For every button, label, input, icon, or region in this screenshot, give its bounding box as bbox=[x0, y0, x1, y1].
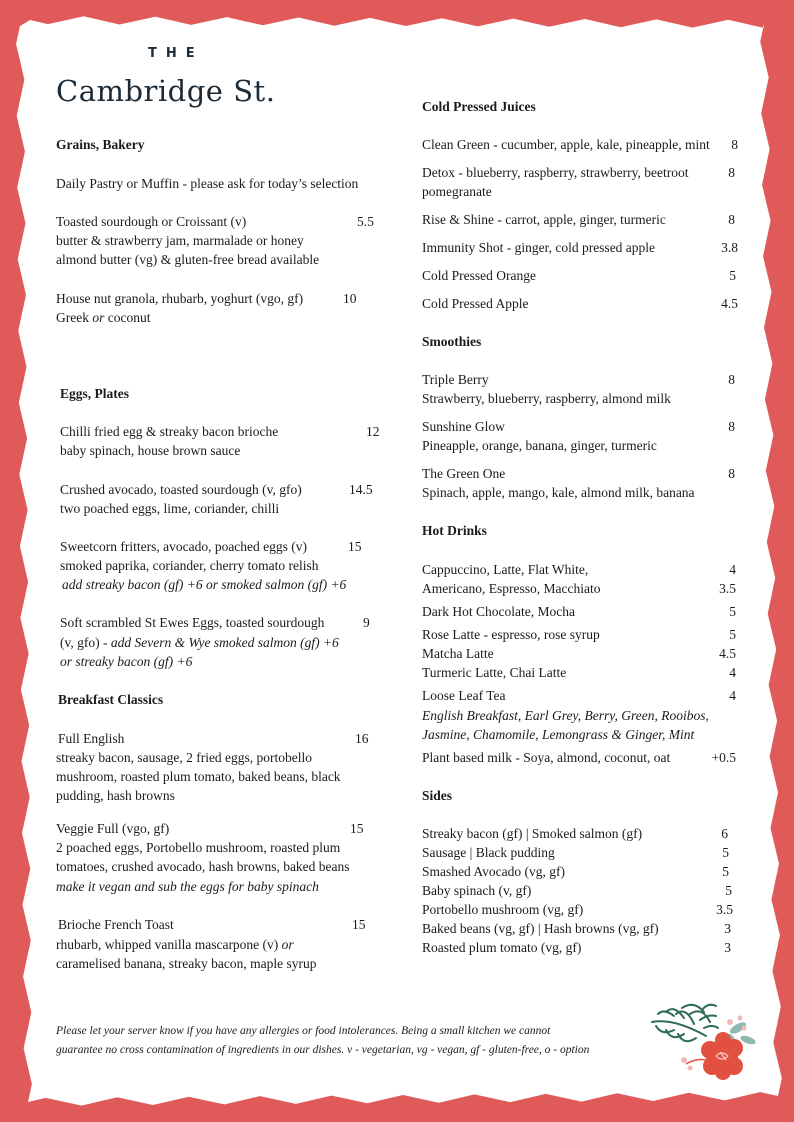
juice-row bbox=[422, 266, 736, 285]
french-toast-desc-1b: or bbox=[281, 937, 294, 952]
toast-desc-2: almond butter (vg) & gluten-free bread available bbox=[56, 252, 320, 267]
fritters-desc-2: add streaky bacon (gf) +6 or smoked salmon (gf) +6 bbox=[62, 577, 347, 592]
smoothie-row bbox=[422, 417, 735, 436]
hot-drink-name: Cappuccino, Latte, Flat White, bbox=[422, 562, 589, 577]
juice-name: Cold Pressed Apple bbox=[422, 296, 529, 311]
hot-drink-price: 5 bbox=[729, 604, 736, 619]
veggie-full-desc-3: make it vegan and sub the eggs for baby spinach bbox=[56, 879, 319, 894]
juice-name: Cold Pressed Orange bbox=[422, 268, 536, 283]
french-toast-desc-1 bbox=[56, 935, 294, 954]
scrambled-price: 9 bbox=[363, 615, 370, 630]
pastry-item: Daily Pastry or Muffin - please ask for today’s selection bbox=[56, 176, 359, 191]
juice-row bbox=[422, 210, 735, 229]
hot-drink-name: Loose Leaf Tea bbox=[422, 688, 506, 703]
smoothie-desc: Strawberry, blueberry, raspberry, almond milk bbox=[422, 391, 671, 406]
footer-line-2: guarantee no cross contamination of ingredients in our dishes. v - vegetarian, vg - vegan, gf - gluten-free, o - option bbox=[56, 1044, 590, 1056]
veggie-full-price: 15 bbox=[350, 821, 364, 836]
toast-desc-1: butter & strawberry jam, marmalade or honey bbox=[56, 233, 304, 248]
granola-desc-b: or bbox=[92, 310, 105, 325]
juice-name: Rise & Shine - carrot, apple, ginger, turmeric bbox=[422, 212, 666, 227]
veggie-full-name: Veggie Full (vgo, gf) bbox=[56, 821, 170, 836]
footer-line-1: Please let your server know if you have any allergies or food intolerances. Being a small kitchen we cannot bbox=[56, 1025, 551, 1037]
hot-drink-name: Americano, Espresso, Macchiato bbox=[422, 581, 601, 596]
avocado-name: Crushed avocado, toasted sourdough (v, gfo) bbox=[60, 482, 302, 497]
side-row bbox=[422, 919, 731, 938]
hot-drink-price: 5 bbox=[729, 627, 736, 642]
logo-name: Cambridge St. bbox=[56, 74, 276, 108]
avocado-price: 14.5 bbox=[349, 482, 373, 497]
hot-drink-price: 4.5 bbox=[719, 646, 736, 661]
granola-price: 10 bbox=[343, 291, 357, 306]
smoothie-price: 8 bbox=[728, 466, 735, 481]
full-english-desc-3: pudding, hash browns bbox=[56, 788, 175, 803]
granola-desc-a: Greek bbox=[56, 310, 93, 325]
juice-name: Clean Green - cucumber, apple, kale, pineapple, mint bbox=[422, 137, 710, 152]
section-title-hot-drinks: Hot Drinks bbox=[422, 523, 487, 538]
side-name: Baked beans (vg, gf) | Hash browns (vg, gf) bbox=[422, 921, 659, 936]
smoothie-name: Triple Berry bbox=[422, 372, 489, 387]
scrambled-desc-1b: add Severn & Wye smoked salmon (gf) +6 bbox=[110, 635, 339, 650]
hot-drink-row bbox=[422, 644, 736, 663]
juice-row bbox=[422, 135, 738, 154]
hot-drink-row bbox=[422, 625, 736, 644]
hot-drink-price: 4 bbox=[729, 688, 736, 703]
juice-row bbox=[422, 294, 738, 313]
hot-drink-row bbox=[422, 686, 736, 705]
granola-desc-c: coconut bbox=[104, 310, 151, 325]
veggie-full-desc-2: tomatoes, crushed avocado, hash browns, baked beans bbox=[56, 859, 350, 874]
section-title-smoothies: Smoothies bbox=[422, 334, 482, 349]
avocado-desc: two poached eggs, lime, coriander, chilli bbox=[60, 501, 280, 516]
french-toast-desc-1a: rhubarb, whipped vanilla mascarpone (v) bbox=[56, 937, 282, 952]
smoothie-name: Sunshine Glow bbox=[422, 419, 505, 434]
hot-drink-row bbox=[422, 579, 736, 598]
section-title-classics: Breakfast Classics bbox=[58, 692, 164, 707]
hot-drink-row bbox=[422, 602, 736, 621]
section-title-juices: Cold Pressed Juices bbox=[422, 99, 536, 114]
hot-drink-price: 3.5 bbox=[719, 581, 736, 596]
side-price: 5 bbox=[722, 845, 729, 860]
scrambled-name: Soft scrambled St Ewes Eggs, toasted sourdough bbox=[60, 615, 325, 630]
juice-row bbox=[422, 238, 738, 257]
toast-name: Toasted sourdough or Croissant (v) bbox=[56, 214, 247, 229]
smoothie-desc: Pineapple, orange, banana, ginger, turmeric bbox=[422, 438, 657, 453]
side-name: Baby spinach (v, gf) bbox=[422, 883, 532, 898]
allergy-footer bbox=[56, 1022, 656, 1060]
juice-price: 8 bbox=[728, 212, 735, 227]
fritters-name: Sweetcorn fritters, avocado, poached eggs (v) bbox=[60, 539, 308, 554]
side-price: 3 bbox=[724, 940, 731, 955]
chilli-price: 12 bbox=[366, 424, 380, 439]
side-price: 5 bbox=[725, 883, 732, 898]
hot-drink-name: Plant based milk - Soya, almond, coconut, oat bbox=[422, 750, 671, 765]
hot-drink-price: 4 bbox=[729, 665, 736, 680]
scrambled-desc-1 bbox=[60, 633, 339, 652]
juice-price: 8 bbox=[728, 165, 735, 180]
hot-drink-price: 4 bbox=[729, 562, 736, 577]
side-price: 6 bbox=[721, 826, 728, 841]
french-toast-name: Brioche French Toast bbox=[58, 917, 174, 932]
section-title-grains: Grains, Bakery bbox=[56, 137, 145, 152]
smoothie-name: The Green One bbox=[422, 466, 506, 481]
smoothie-row bbox=[422, 464, 735, 483]
side-row bbox=[422, 881, 732, 900]
side-row bbox=[422, 938, 731, 957]
side-name: Streaky bacon (gf) | Smoked salmon (gf) bbox=[422, 826, 643, 841]
chilli-name: Chilli fried egg & streaky bacon brioche bbox=[60, 424, 279, 439]
juice-price: 8 bbox=[731, 137, 738, 152]
juice-desc: pomegranate bbox=[422, 184, 492, 199]
full-english-desc-2: mushroom, roasted plum tomato, baked beans, black bbox=[56, 769, 341, 784]
chilli-desc: baby spinach, house brown sauce bbox=[60, 443, 241, 458]
full-english-price: 16 bbox=[355, 731, 369, 746]
floral-illustration-icon bbox=[644, 1000, 764, 1092]
juice-price: 4.5 bbox=[721, 296, 738, 311]
smoothie-price: 8 bbox=[728, 372, 735, 387]
veggie-full-desc-1: 2 poached eggs, Portobello mushroom, roasted plum bbox=[56, 840, 341, 855]
french-toast-price: 15 bbox=[352, 917, 366, 932]
full-english-desc-1: streaky bacon, sausage, 2 fried eggs, portobello bbox=[56, 750, 313, 765]
hot-drink-name: Dark Hot Chocolate, Mocha bbox=[422, 604, 575, 619]
hot-drink-name: Turmeric Latte, Chai Latte bbox=[422, 665, 567, 680]
french-toast-desc-2: caramelised banana, streaky bacon, maple syrup bbox=[56, 956, 317, 971]
tea-desc-2: Jasmine, Chamomile, Lemongrass & Ginger, Mint bbox=[422, 727, 695, 742]
side-name: Roasted plum tomato (vg, gf) bbox=[422, 940, 582, 955]
hot-drink-price: +0.5 bbox=[711, 750, 736, 765]
juice-name: Immunity Shot - ginger, cold pressed apple bbox=[422, 240, 656, 255]
hot-drink-row bbox=[422, 560, 736, 579]
hot-drink-name: Matcha Latte bbox=[422, 646, 494, 661]
side-row bbox=[422, 900, 733, 919]
side-price: 3 bbox=[724, 921, 731, 936]
fritters-desc-1: smoked paprika, coriander, cherry tomato relish bbox=[60, 558, 319, 573]
smoothie-row bbox=[422, 370, 735, 389]
toast-price: 5.5 bbox=[357, 214, 374, 229]
fritters-price: 15 bbox=[348, 539, 362, 554]
side-name: Portobello mushroom (vg, gf) bbox=[422, 902, 584, 917]
side-price: 5 bbox=[722, 864, 729, 879]
side-row bbox=[422, 824, 728, 843]
hot-drink-name: Rose Latte - espresso, rose syrup bbox=[422, 627, 600, 642]
granola-desc bbox=[56, 308, 151, 327]
juice-price: 3.8 bbox=[721, 240, 738, 255]
full-english-name: Full English bbox=[58, 731, 125, 746]
side-name: Smashed Avocado (vg, gf) bbox=[422, 864, 565, 879]
scrambled-desc-2: or streaky bacon (gf) +6 bbox=[60, 654, 193, 669]
side-row bbox=[422, 843, 729, 862]
juice-price: 5 bbox=[729, 268, 736, 283]
hot-drink-row bbox=[422, 748, 736, 767]
tea-desc-1: English Breakfast, Earl Grey, Berry, Green, Rooibos, bbox=[422, 708, 709, 723]
juice-name: Detox - blueberry, raspberry, strawberry, beetroot bbox=[422, 165, 689, 180]
side-name: Sausage | Black pudding bbox=[422, 845, 555, 860]
side-row bbox=[422, 862, 729, 881]
smoothie-price: 8 bbox=[728, 419, 735, 434]
scrambled-desc-1a: (v, gfo) - bbox=[60, 635, 111, 650]
section-title-eggs: Eggs, Plates bbox=[60, 386, 129, 401]
hot-drink-row bbox=[422, 663, 736, 682]
logo-the: THE bbox=[148, 46, 204, 61]
granola-name: House nut granola, rhubarb, yoghurt (vgo, gf) bbox=[56, 291, 304, 306]
side-price: 3.5 bbox=[716, 902, 733, 917]
juice-row bbox=[422, 163, 735, 182]
section-title-sides: Sides bbox=[422, 788, 453, 803]
smoothie-desc: Spinach, apple, mango, kale, almond milk, banana bbox=[422, 485, 695, 500]
